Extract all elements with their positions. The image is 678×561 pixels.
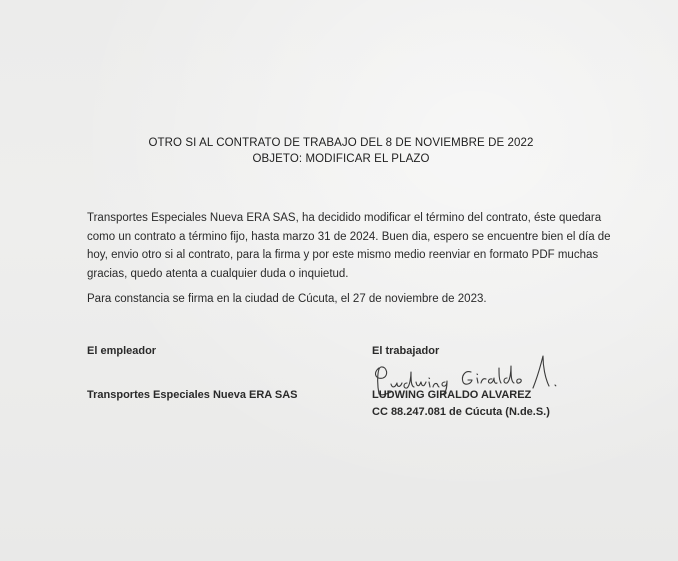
- employer-company-name: Transportes Especiales Nueva ERA SAS: [87, 389, 298, 401]
- worker-name: LUDWING GIRALDO ALVAREZ: [372, 389, 532, 401]
- document-subject: OBJETO: MODIFICAR EL PLAZO: [252, 153, 430, 165]
- body-paragraph-1: Transportes Especiales Nueva ERA SAS, ha decidido modificar el término del contrato, éste quedara como un contrato a término fijo, hasta marzo 31 de 2024. Buen dia, espero se encuentre bien el día de hoy, envio otro si al contrato, para la firma y por este mismo medio reenviar en formato PDF muchas gracias, quedo atenta a cualquier duda o inquietud.: [87, 212, 611, 280]
- document-title: OTRO SI AL CONTRATO DE TRABAJO DEL 8 DE NOVIEMBRE DE 2022: [148, 137, 534, 149]
- employer-label: El empleador: [87, 345, 157, 357]
- worker-id: CC 88.247.081 de Cúcuta (N.de.S.): [372, 406, 550, 418]
- worker-label: El trabajador: [372, 345, 440, 357]
- body-paragraph-2: Para constancia se firma en la ciudad de Cúcuta, el 27 de noviembre de 2023.: [87, 293, 487, 305]
